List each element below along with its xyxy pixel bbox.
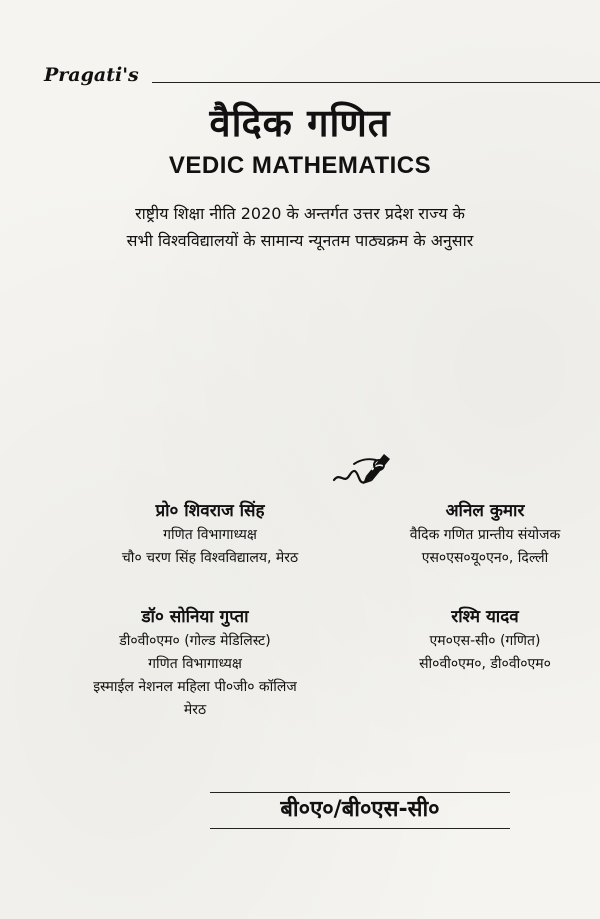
author-detail: सी०वी०एम०, डी०वी०एम० [419, 656, 551, 672]
author-detail: इस्माईल नेशनल महिला पी०जी० कॉलिज [93, 679, 297, 695]
syllabus-note-line: राष्ट्रीय शिक्षा नीति 2020 के अन्तर्गत उत्तर प्रदेश राज्य के [135, 204, 465, 223]
course-label: बी०ए०/बी०एस-सी० [280, 797, 440, 822]
publisher-name: Pragati's [44, 64, 139, 86]
author-detail: एम०एस-सी० (गणित) [429, 633, 541, 649]
author-detail: मेरठ [183, 702, 207, 718]
author-detail: वैदिक गणित प्रान्तीय संयोजक [409, 527, 561, 543]
publisher-rule [152, 82, 600, 83]
book-title-hindi: वैदिक गणित [209, 101, 391, 145]
author-block [30, 604, 360, 722]
author-detail: डी०वी०एम० (गोल्ड मेडिलिस्ट) [119, 633, 271, 649]
author-block [60, 498, 360, 570]
course-rule-top [210, 792, 510, 793]
course-rule-bottom [210, 828, 510, 829]
publisher-row [44, 64, 600, 90]
book-title-english: VEDIC MATHEMATICS [168, 152, 432, 179]
author-name: रश्मि यादव [451, 607, 519, 627]
author-name: प्रो० शिवराज सिंह [155, 501, 265, 521]
pen-writing-icon [332, 446, 394, 486]
author-block [380, 604, 590, 676]
author-block [380, 498, 590, 570]
author-detail: गणित विभागाध्यक्ष [148, 656, 242, 672]
syllabus-note-line: सभी विश्वविद्यालयों के सामान्य न्यूनतम पाठ्यक्रम के अनुसार [126, 231, 474, 250]
syllabus-note [0, 200, 600, 254]
author-detail: गणित विभागाध्यक्ष [163, 527, 257, 543]
author-detail: चौ० चरण सिंह विश्वविद्यालय, मेरठ [121, 550, 299, 566]
author-detail: एस०एस०यू०एन०, दिल्ली [421, 550, 549, 566]
author-name: अनिल कुमार [445, 501, 525, 521]
author-name: डॉ० सोनिया गुप्ता [141, 607, 249, 627]
